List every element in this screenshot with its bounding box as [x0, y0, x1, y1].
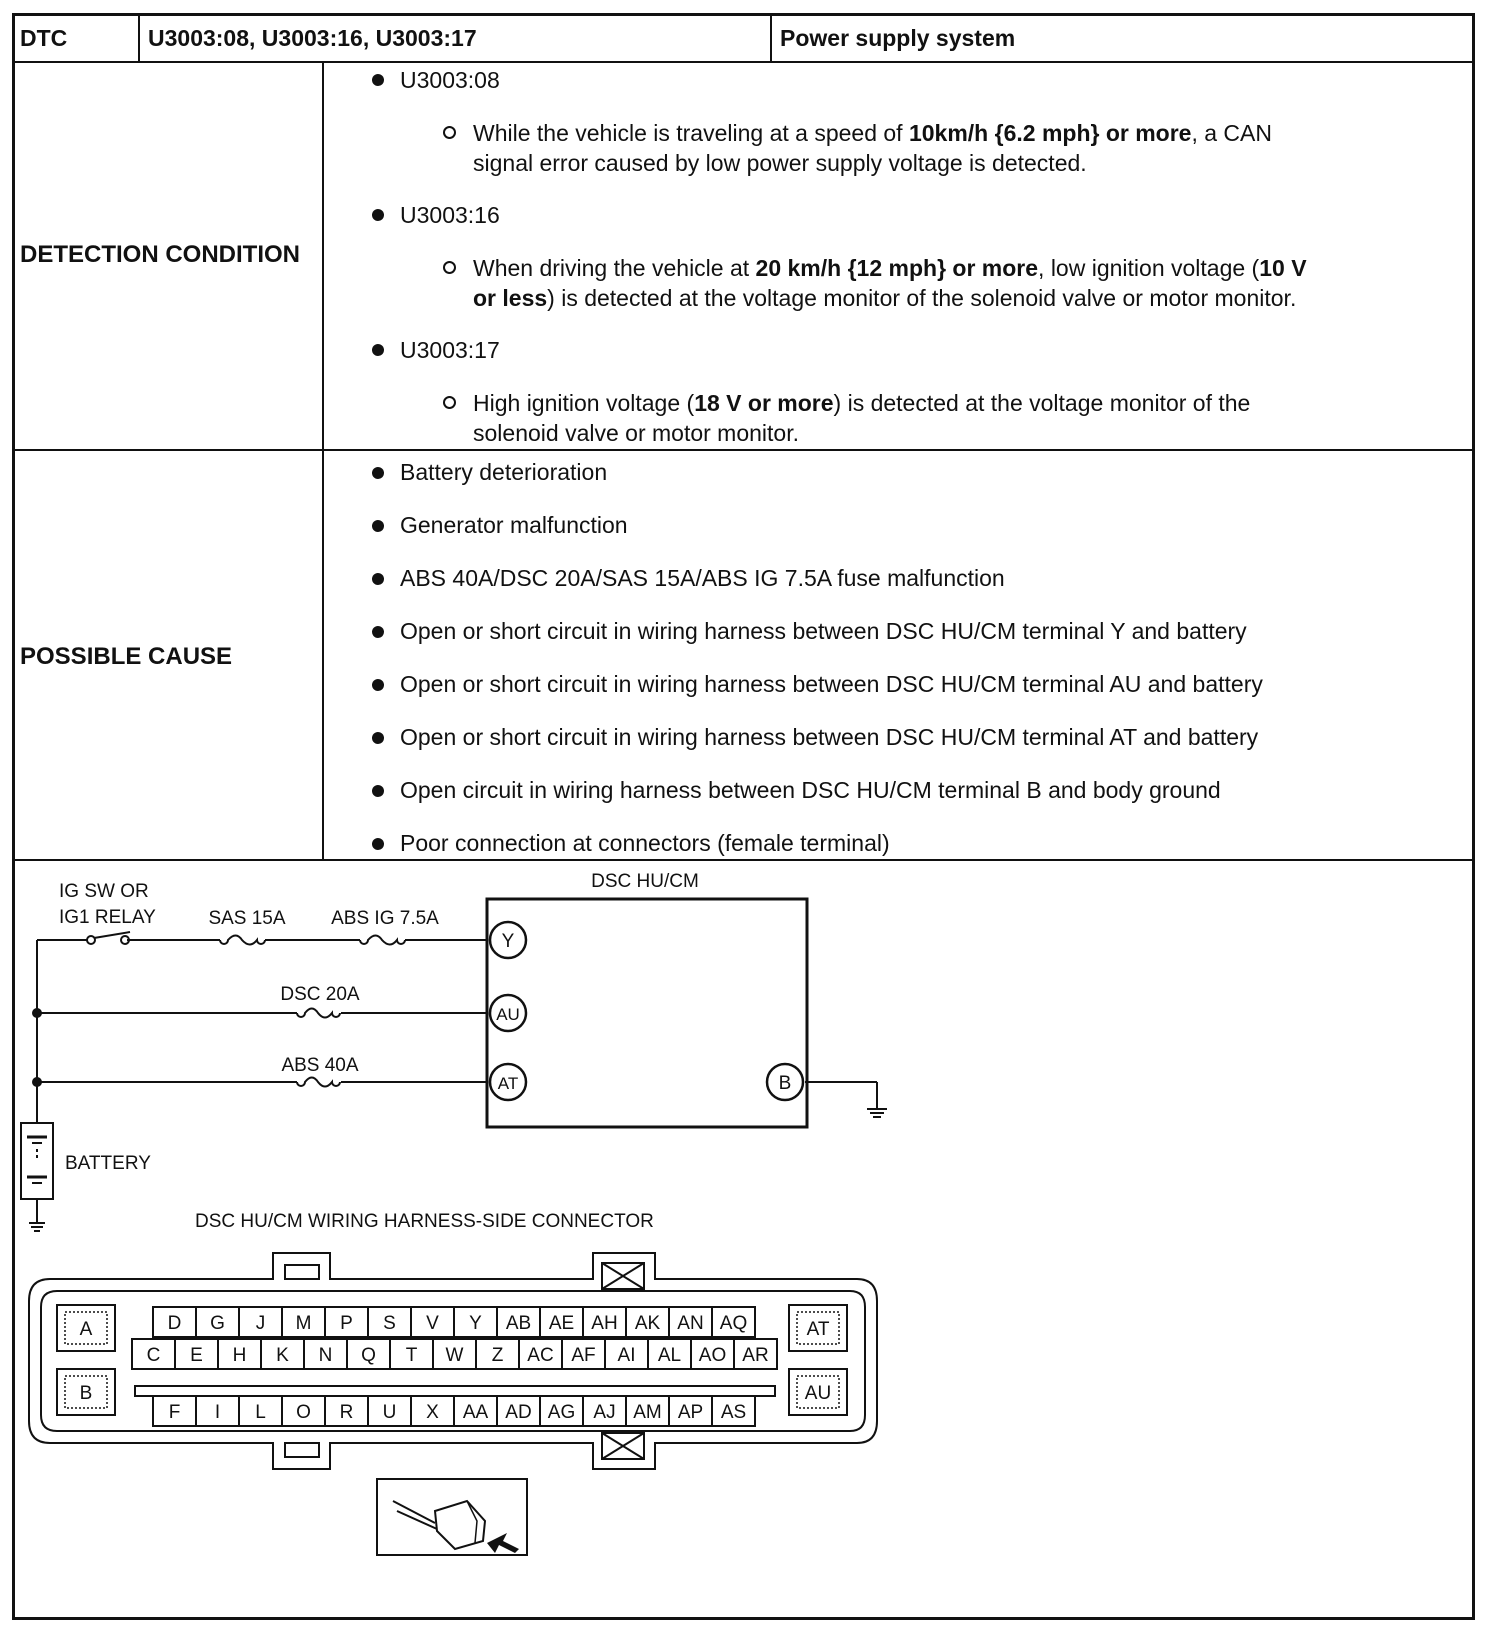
ring-bullet-icon — [443, 126, 456, 139]
detection-detail: When driving the vehicle at 20 km/h {12 mph} or more, low ignition voltage (10 V or less) is detected at the voltage monitor of the solenoid valve or motor monitor. — [473, 255, 1307, 311]
cause-item: Poor connection at connectors (female terminal) — [400, 830, 890, 856]
bullet-icon — [372, 467, 384, 479]
connector-pin-label: J — [255, 1313, 266, 1334]
connector-pin-label: AD — [505, 1402, 532, 1423]
bullet-icon — [372, 520, 384, 532]
connector-title: DSC HU/CM WIRING HARNESS-SIDE CONNECTOR — [195, 1211, 654, 1232]
connector-pin-label: S — [383, 1313, 396, 1334]
connector-pin-label: I — [214, 1402, 221, 1423]
bullet-icon — [372, 573, 384, 585]
dtc-label: DTC — [20, 25, 68, 51]
connector-pin-label: AR — [742, 1345, 769, 1366]
divider — [770, 16, 772, 61]
fuse-label: ABS 40A — [281, 1055, 359, 1076]
terminal-label: Y — [501, 931, 515, 952]
terminal-label: AT — [497, 1074, 519, 1093]
connector-pin-label: X — [426, 1402, 439, 1423]
connector-pin-label: W — [445, 1345, 464, 1366]
connector-pin-label: F — [168, 1402, 181, 1423]
fuse-label: ABS IG 7.5A — [331, 908, 439, 929]
connector-pin-label: AG — [547, 1402, 576, 1423]
connector-pin-label: AN — [677, 1313, 704, 1334]
connector-pin-label: AM — [633, 1402, 662, 1423]
battery-label: BATTERY — [65, 1153, 151, 1174]
module-title: DSC HU/CM — [591, 871, 699, 892]
cause-item: Open circuit in wiring harness between DSC HU/CM terminal B and body ground — [400, 777, 1221, 803]
cause-item: ABS 40A/DSC 20A/SAS 15A/ABS IG 7.5A fuse malfunction — [400, 565, 1005, 591]
detection-code: U3003:17 — [400, 337, 500, 363]
connector-pins — [132, 1307, 777, 1426]
fuse-label: DSC 20A — [280, 984, 360, 1005]
connector-pin-label: E — [190, 1345, 203, 1366]
cause-label: POSSIBLE CAUSE — [20, 643, 233, 670]
cause-item: Generator malfunction — [400, 512, 628, 538]
cause-item: Battery deterioration — [400, 459, 608, 485]
connector-pin-label: V — [426, 1313, 439, 1334]
connector-terminal: AT — [806, 1319, 830, 1340]
divider — [138, 16, 140, 61]
connector-pin-label: O — [296, 1402, 311, 1423]
connector-pin-label: D — [167, 1313, 182, 1334]
connector-pin-label: AK — [634, 1313, 661, 1334]
connector-pin-label: AB — [505, 1313, 532, 1334]
bullet-icon — [372, 679, 384, 691]
detection-code: U3003:16 — [400, 202, 500, 228]
bullet-icon — [372, 209, 384, 221]
connector-pin-label: L — [255, 1402, 266, 1423]
cause-item: Open or short circuit in wiring harness between DSC HU/CM terminal AT and battery — [400, 724, 1259, 750]
terminal-label: B — [778, 1073, 792, 1094]
connector-pin-label: AF — [571, 1345, 596, 1366]
switch-label: IG SW OR — [59, 881, 149, 902]
connector-pin-label: C — [146, 1345, 161, 1366]
divider — [15, 449, 1472, 451]
cause-item: Open or short circuit in wiring harness between DSC HU/CM terminal AU and battery — [400, 671, 1263, 697]
connector-terminal: A — [79, 1319, 93, 1340]
connector-pin-label: H — [232, 1345, 247, 1366]
wiring-diagram — [15, 861, 1472, 1617]
dtc-sheet — [12, 13, 1475, 1620]
cause-item: Open or short circuit in wiring harness between DSC HU/CM terminal Y and battery — [400, 618, 1247, 644]
connector-pin-label: AP — [677, 1402, 704, 1423]
connector-view-icon — [377, 1479, 527, 1555]
dtc-codes: U3003:08, U3003:16, U3003:17 — [148, 25, 477, 51]
connector-pin-label: AC — [527, 1345, 554, 1366]
ring-bullet-icon — [443, 396, 456, 409]
connector-pin-label: P — [340, 1313, 353, 1334]
connector-pin-label: AJ — [593, 1402, 616, 1423]
bullet-icon — [372, 732, 384, 744]
connector-pin-label: N — [318, 1345, 333, 1366]
terminal-label: AU — [496, 1005, 520, 1024]
connector-pin-label: T — [405, 1345, 418, 1366]
detection-detail: High ignition voltage (18 V or more) is detected at the voltage monitor of the solenoid valve or motor monitor. — [473, 390, 1251, 446]
bullet-icon — [372, 785, 384, 797]
detection-detail: While the vehicle is traveling at a speed of 10km/h {6.2 mph} or more, a CAN signal error caused by low power supply voltage is detected. — [473, 120, 1272, 176]
fuse-label: SAS 15A — [208, 908, 286, 929]
bullet-icon — [372, 74, 384, 86]
connector-pin-label: AO — [698, 1345, 727, 1366]
connector-terminal: B — [79, 1383, 93, 1404]
header-row — [15, 16, 1472, 63]
connector-pin-label: AL — [657, 1345, 682, 1366]
connector-pin-label: AA — [462, 1402, 489, 1423]
detection-label: DETECTION CONDITION — [20, 241, 300, 268]
connector-pin-label: AS — [720, 1402, 747, 1423]
ring-bullet-icon — [443, 261, 456, 274]
divider — [322, 61, 324, 861]
bullet-icon — [372, 344, 384, 356]
connector-pin-label: AH — [591, 1313, 618, 1334]
bullet-icon — [372, 838, 384, 850]
switch-label: IG1 RELAY — [59, 907, 156, 928]
connector-pin-label: G — [210, 1313, 225, 1334]
system-name: Power supply system — [780, 25, 1016, 51]
connector-pin-label: AI — [617, 1345, 636, 1366]
connector-pin-label: U — [382, 1402, 397, 1423]
connector-pin-label: K — [276, 1345, 289, 1366]
connector-terminal: AU — [804, 1383, 832, 1404]
connector-pin-label: AE — [548, 1313, 575, 1334]
connector-pin-label: Q — [361, 1345, 376, 1366]
connector-pin-label: M — [295, 1313, 312, 1334]
connector-pin-label: Z — [491, 1345, 504, 1366]
connector-pin-label: R — [339, 1402, 354, 1423]
connector-pin-label: Y — [469, 1313, 482, 1334]
detection-code: U3003:08 — [400, 67, 500, 93]
bullet-icon — [372, 626, 384, 638]
connector-pin-label: AQ — [719, 1313, 748, 1334]
